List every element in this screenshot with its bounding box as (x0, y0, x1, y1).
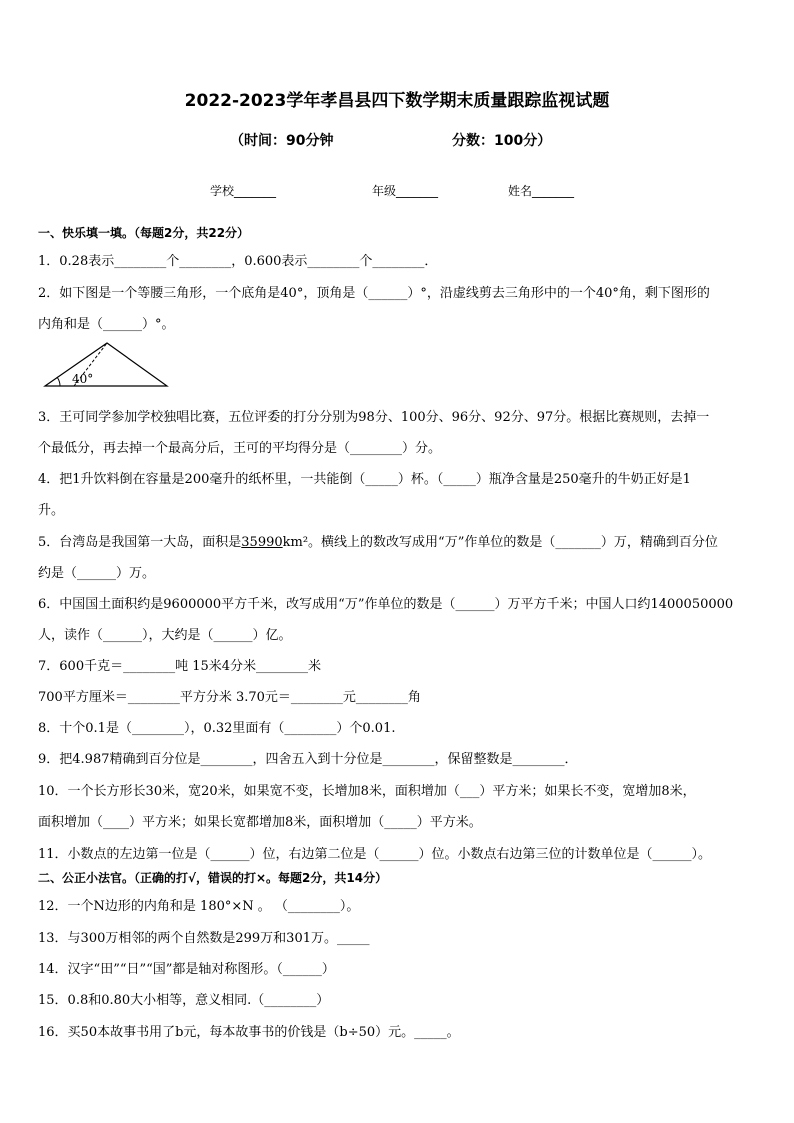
question-5-text-pre: 5．台湾岛是我国第一大岛，面积是 (38, 535, 242, 550)
question-10-line-2: 面积增加（____）平方米；如果长宽都增加8米，面积增加（_____）平方米。 (38, 815, 482, 830)
question-13: 13．与300万相邻的两个自然数是299万和301万。_____ (38, 931, 370, 946)
question-2-line-1: 2．如下图是一个等腰三角形，一个底角是40°，顶角是（______）°，沿虚线剪去三角形中的一个40°角，剩下图形的 (38, 286, 710, 301)
question-6-line-1: 6．中国国土面积约是9600000平方千米，改写成用“万”作单位的数是（______）万平方千米；中国人口约1400050000 (38, 597, 734, 612)
question-3-line-1: 3．王可同学参加学校独唱比赛，五位评委的打分分别为98分、100分、96分、92分、97分。根据比赛规则，去掉一 (38, 410, 710, 425)
question-5-underlined-number: 35990 (241, 535, 283, 550)
page-title: 2022-2023学年孝昌县四下数学期末质量跟踪监视试题 (184, 91, 610, 111)
question-12: 12．一个N边形的内角和是 180°×N 。 （________）。 (38, 899, 360, 914)
question-2-line-2: 内角和是（______）°。 (38, 317, 175, 332)
exam-time: （时间：90分钟 (230, 133, 334, 149)
question-4-line-2: 升。 (38, 503, 65, 518)
question-4-line-1: 4．把1升饮料倒在容量是200毫升的纸杯里，一共能倒（_____）杯。（_____）瓶净含量是250毫升的牛奶正好是1 (38, 472, 691, 487)
question-1: 1．0.28表示________个________，0.600表示________个________． (38, 254, 438, 269)
triangle-outline (45, 343, 167, 386)
question-14: 14．汉字“田”“日”“国”都是轴对称图形。（______） (38, 962, 335, 977)
question-9: 9．把4.987精确到百分位是________，四舍五入到十分位是________，保留整数是________． (38, 752, 578, 767)
isosceles-triangle-figure (42, 340, 172, 390)
section-one-heading: 一、快乐填一填。（每题2分，共22分） (38, 226, 250, 240)
question-5-line-1 (38, 531, 718, 550)
question-5-text-post: km²。横线上的数改写成用“万”作单位的数是（_______）万，精确到百分位 (282, 535, 718, 550)
school-field: 学校_______ (210, 184, 277, 198)
question-7-line-2: 700平方厘米＝________平方分米 3.70元＝________元________角 (38, 690, 421, 705)
question-10-line-1: 10．一个长方形长30米，宽20米，如果宽不变，长增加8米，面积增加（___）平方米；如果长不变，宽增加8米， (38, 784, 696, 799)
exam-score: 分数：100分） (452, 133, 552, 149)
question-6-line-2: 人，读作（______），大约是（______）亿。 (38, 628, 292, 643)
angle-label: 40° (72, 372, 94, 386)
question-8: 8．十个0.1是（________），0.32里面有（________）个0.01. (38, 721, 396, 736)
question-7-line-1: 7．600千克＝________吨 15米4分米________米 (38, 659, 322, 674)
grade-field: 年级_______ (372, 184, 439, 198)
question-5-line-2: 约是（______）万。 (38, 566, 156, 581)
section-two-heading: 二、公正小法官。（正确的打√，错误的打×。每题2分，共14分） (38, 871, 388, 885)
question-16: 16．买50本故事书用了b元，每本故事书的价钱是（b÷50）元。_____。 (38, 1025, 460, 1040)
angle-arc (57, 377, 60, 386)
question-11: 11．小数点的左边第一位是（______）位，右边第二位是（______）位。小数点右边第三位的计数单位是（______）。 (38, 847, 712, 862)
question-3-line-2: 个最低分，再去掉一个最高分后，王可的平均得分是（________）分。 (38, 441, 442, 456)
question-15: 15．0.8和0.80大小相等，意义相同.（________） (38, 993, 330, 1008)
name-field: 姓名_______ (508, 184, 575, 198)
